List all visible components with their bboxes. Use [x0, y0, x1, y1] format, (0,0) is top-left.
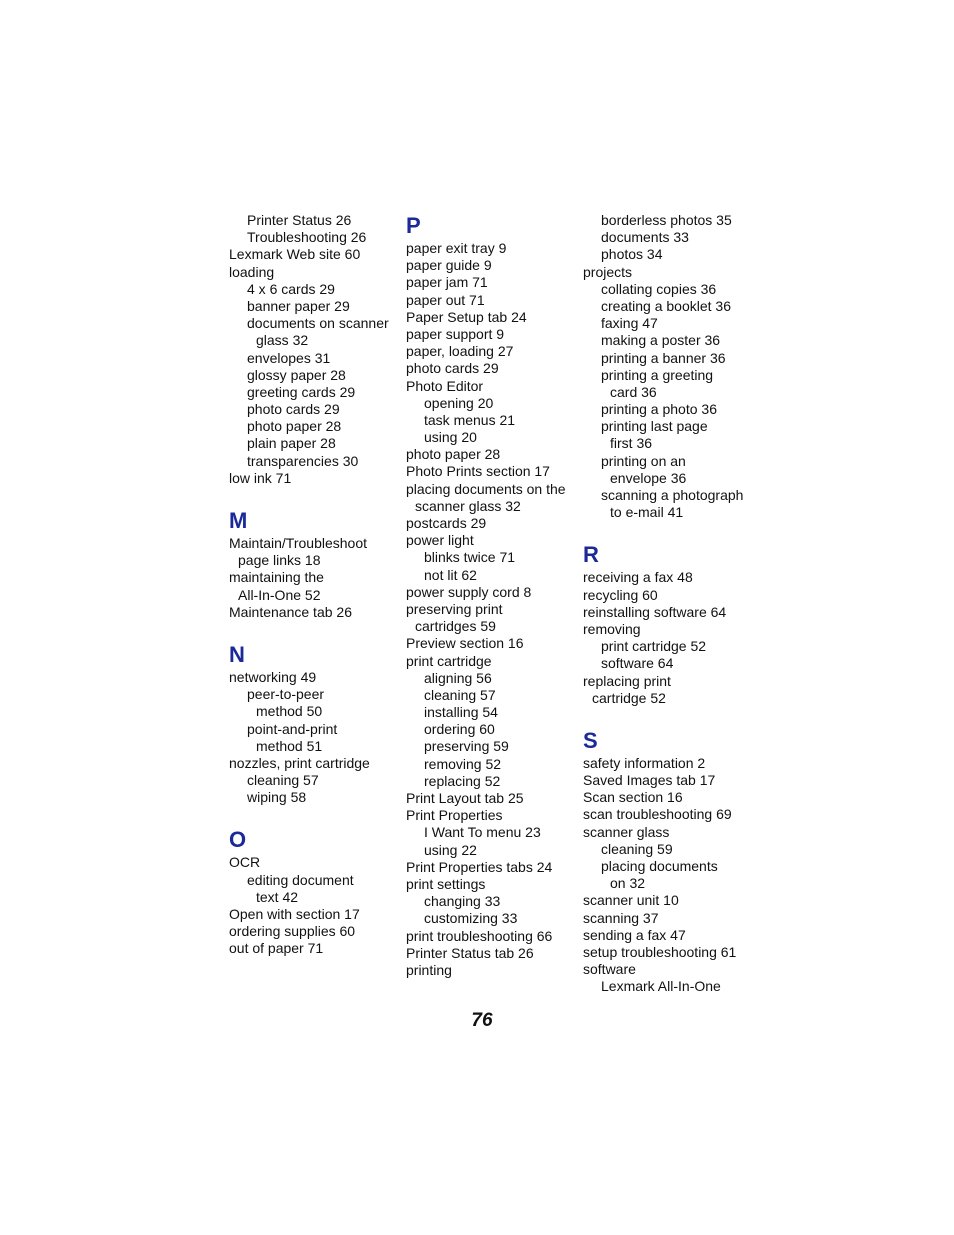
index-subentry: banner paper 29: [247, 297, 350, 314]
index-subentry: cartridge 52: [592, 689, 666, 706]
index-entry: Preview section 16: [406, 635, 524, 652]
index-subentry: glossy paper 28: [247, 366, 346, 383]
index-entry: placing documents on the: [406, 480, 566, 497]
index-entry: postcards 29: [406, 515, 487, 531]
index-entry: photo cards 29: [406, 360, 499, 377]
index-entry: Printer Status tab 26: [406, 944, 534, 961]
index-subentry: Printer Status 26: [247, 212, 352, 228]
index-entry: paper out 71: [406, 291, 485, 308]
index-entry: scan troubleshooting 69: [583, 806, 732, 823]
index-section-letter: O: [229, 827, 247, 853]
index-section-letter: M: [229, 508, 248, 533]
index-subentry: printing last page: [601, 418, 708, 435]
index-subentry: making a poster 36: [601, 332, 721, 349]
index-entry: networking 49: [229, 668, 317, 685]
index-entry: print settings: [406, 875, 486, 892]
index-subentry: greeting cards 29: [247, 383, 356, 400]
index-subentry: documents 33: [601, 229, 689, 246]
index-subentry: collating copies 36: [601, 280, 717, 297]
section-spacer: [229, 806, 404, 826]
index-subentry: placing documents: [601, 858, 718, 874]
index-entry: recycling 60: [583, 586, 658, 603]
index-subentry: scanning a photograph: [601, 487, 744, 503]
index-entry: safety information 2: [583, 754, 706, 771]
index-entry: Paper Setup tab 24: [406, 308, 527, 325]
index-subentry: using 22: [424, 841, 477, 858]
index-section-letter: R: [583, 542, 599, 568]
index-subentry: first 36: [610, 435, 653, 452]
index-subentry: cartridges 59: [415, 618, 496, 635]
index-column-1: [229, 212, 404, 958]
index-subentry: wiping 58: [247, 789, 307, 806]
index-subentry: software 64: [601, 655, 674, 672]
index-entry: projects: [583, 263, 633, 280]
index-section-letter: S: [583, 727, 598, 753]
index-subentry: cleaning 59: [601, 840, 673, 857]
index-entry: out of paper 71: [229, 940, 324, 957]
index-subentry: 4 x 6 cards 29: [247, 280, 335, 297]
index-subentry: envelope 36: [610, 469, 687, 486]
index-subentry: photo cards 29: [247, 401, 340, 418]
index-entry: print troubleshooting 66: [406, 927, 553, 944]
index-entry: paper, loading 27: [406, 343, 514, 360]
index-subentry: replacing 52: [424, 772, 501, 789]
index-subentry: changing 33: [424, 893, 501, 910]
index-entry: scanner glass: [583, 823, 670, 840]
index-entry: receiving a fax 48: [583, 569, 693, 586]
index-entry: paper jam 71: [406, 274, 488, 291]
index-subentry: printing a banner 36: [601, 349, 726, 366]
index-subentry: aligning 56: [424, 669, 492, 686]
index-subentry: creating a booklet 36: [601, 297, 731, 314]
index-subentry: transparencies 30: [247, 452, 359, 469]
index-entry: OCR: [229, 854, 261, 871]
index-entry: Maintain/Troubleshoot: [229, 535, 368, 551]
index-subentry: photo paper 28: [247, 418, 342, 435]
index-entry: print cartridge: [406, 652, 492, 669]
index-column-3: [583, 212, 758, 996]
section-spacer: [583, 707, 758, 727]
index-entry: photo paper 28: [406, 446, 501, 463]
index-subentry: editing document: [247, 871, 354, 888]
index-subentry: plain paper 28: [247, 435, 336, 452]
index-subentry: method 51: [256, 737, 323, 754]
index-entry: Print Properties: [406, 807, 503, 824]
index-entry: Scan section 16: [583, 789, 683, 806]
index-subentry: print cartridge 52: [601, 638, 707, 655]
index-entry: Photo Prints section 17: [406, 463, 550, 480]
index-subentry: Lexmark All-In-One: [601, 978, 721, 995]
index-subentry: printing on an: [601, 452, 686, 469]
index-entry: paper guide 9: [406, 257, 492, 274]
index-subentry: task menus 21: [424, 411, 516, 428]
index-entry: software: [583, 961, 636, 978]
index-subentry: on 32: [610, 875, 646, 892]
index-subentry: opening 20: [424, 394, 494, 411]
index-entry: power light: [406, 532, 474, 549]
index-entry: maintaining the: [229, 569, 324, 586]
index-subentry: text 42: [256, 888, 299, 905]
index-entry: Open with section 17: [229, 906, 360, 922]
index-section-letter: P: [406, 213, 421, 238]
index-entry: reinstalling software 64: [583, 603, 727, 620]
index-subentry: installing 54: [424, 704, 498, 721]
section-spacer: [583, 521, 758, 541]
index-entry: loading: [229, 263, 275, 280]
index-subentry: ordering 60: [424, 721, 495, 738]
index-subentry: scanner glass 32: [415, 497, 521, 514]
index-subentry: printing a photo 36: [601, 401, 717, 418]
index-subentry: photos 34: [601, 246, 663, 263]
index-entry: paper exit tray 9: [406, 240, 507, 256]
index-entry: Maintenance tab 26: [229, 603, 352, 620]
index-subentry: glass 32: [256, 332, 309, 349]
index-entry: ordering supplies 60: [229, 923, 356, 940]
index-subentry: envelopes 31: [247, 349, 331, 366]
index-entry: sending a fax 47: [583, 926, 686, 943]
index-subentry: using 20: [424, 429, 477, 446]
index-subentry: printing a greeting: [601, 366, 714, 383]
index-subentry: Troubleshooting 26: [247, 229, 367, 246]
index-subentry: cleaning 57: [424, 686, 496, 703]
index-entry: preserving print: [406, 600, 503, 617]
index-subentry: method 50: [256, 703, 323, 720]
index-subentry: cleaning 57: [247, 772, 319, 789]
index-entry: power supply cord 8: [406, 583, 532, 600]
index-entry: Print Layout tab 25: [406, 790, 524, 806]
index-subentry: peer-to-peer: [247, 686, 325, 703]
index-subentry: page links 18: [238, 552, 321, 569]
index-subentry: customizing 33: [424, 910, 518, 927]
index-entry: Lexmark Web site 60: [229, 246, 361, 263]
index-entry: setup troubleshooting 61: [583, 943, 737, 960]
index-column-2: [406, 212, 581, 979]
index-subentry: faxing 47: [601, 315, 658, 332]
index-section-letter: N: [229, 641, 245, 667]
index-entry: nozzles, print cartridge: [229, 754, 370, 771]
index-subentry: removing 52: [424, 755, 502, 772]
index-subentry: All-In-One 52: [238, 586, 321, 603]
index-subentry: preserving 59: [424, 738, 509, 755]
index-subentry: card 36: [610, 383, 657, 400]
index-entry: Saved Images tab 17: [583, 772, 716, 789]
index-entry: scanner unit 10: [583, 892, 679, 909]
index-subentry: borderless photos 35: [601, 212, 732, 228]
index-subentry: blinks twice 71: [424, 549, 516, 566]
index-entry: Print Properties tabs 24: [406, 858, 553, 875]
index-subentry: I Want To menu 23: [424, 824, 541, 841]
index-entry: low ink 71: [229, 469, 292, 486]
index-entry: Photo Editor: [406, 377, 484, 394]
index-subentry: documents on scanner: [247, 315, 389, 332]
index-subentry: to e-mail 41: [610, 504, 684, 521]
index-subentry: point-and-print: [247, 720, 338, 737]
index-entry: printing: [406, 961, 452, 978]
index-entry: paper support 9: [406, 325, 505, 342]
index-entry: replacing print: [583, 672, 671, 689]
index-subentry: not lit 62: [424, 566, 477, 583]
index-entry: removing: [583, 620, 641, 637]
index-entry: scanning 37: [583, 909, 659, 926]
section-spacer: [229, 487, 404, 507]
page-number: 76: [471, 1010, 493, 1031]
section-spacer: [229, 621, 404, 641]
